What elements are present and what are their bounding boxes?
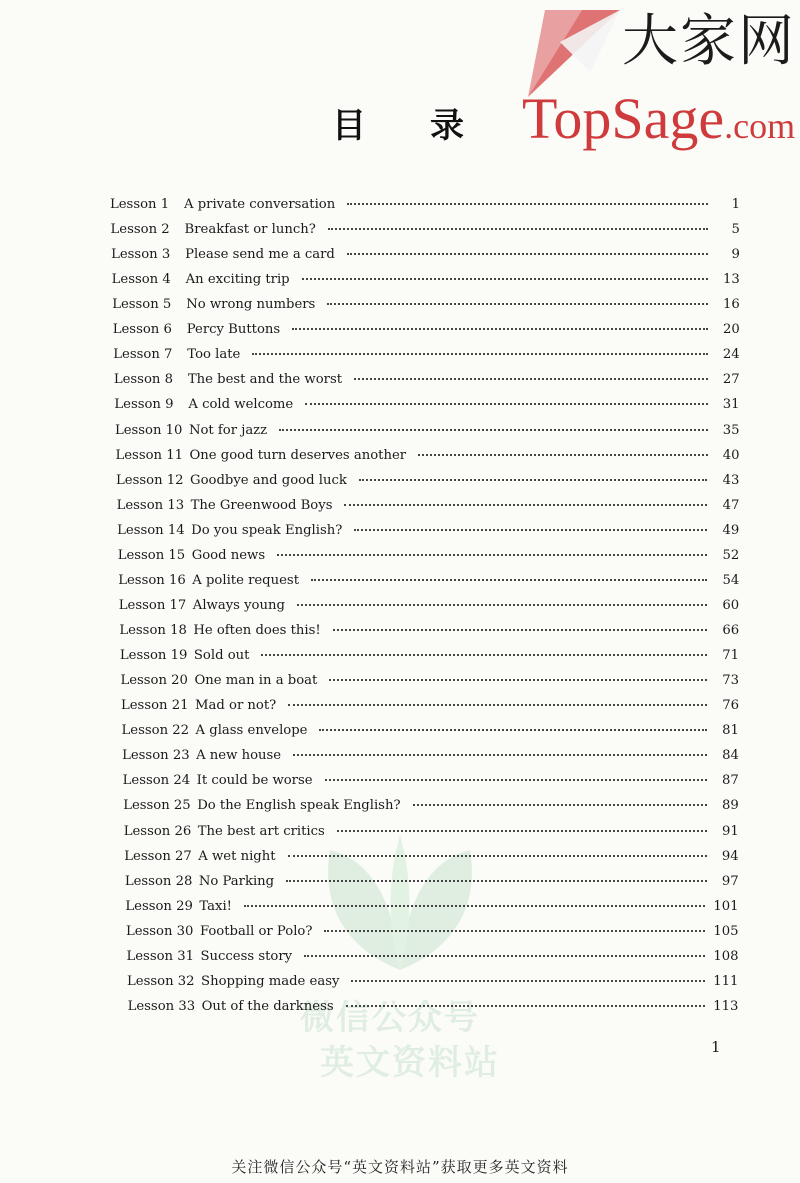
toc-entry[interactable]	[118, 548, 740, 570]
toc-dot-leader	[311, 578, 707, 581]
logo-chinese-text: 大家网	[622, 9, 796, 74]
toc-lesson-number: Lesson 28	[124, 873, 193, 889]
toc-page-number: 47	[722, 497, 740, 513]
toc-entry[interactable]	[117, 523, 739, 545]
toc-lesson-number: Lesson 21	[121, 698, 189, 714]
toc-page-number: 20	[722, 322, 740, 338]
topsage-logo	[520, 2, 800, 162]
toc-page-number: 35	[722, 422, 740, 438]
toc-entry[interactable]	[113, 347, 739, 369]
toc-page-number: 94	[721, 848, 739, 864]
toc-lesson-number: Lesson 16	[118, 572, 186, 588]
toc-lesson-number: Lesson 26	[123, 823, 192, 839]
toc-lesson-title: A cold welcome	[188, 397, 294, 413]
toc-page-number: 111	[713, 973, 739, 989]
toc-page-number: 87	[722, 773, 739, 789]
toc-lesson-title: He often does this!	[193, 623, 321, 639]
toc-entry[interactable]	[120, 673, 739, 695]
toc-page-number: 40	[722, 447, 740, 463]
toc-dot-leader	[297, 603, 707, 606]
toc-entry[interactable]	[122, 723, 739, 745]
toc-lesson-number: Lesson 9	[114, 397, 174, 413]
toc-page-number: 105	[713, 923, 739, 939]
toc-dot-leader	[333, 628, 707, 631]
toc-lesson-title: Success story	[200, 948, 293, 964]
toc-lesson-number: Lesson 17	[118, 597, 187, 613]
logo-brand-text	[522, 86, 796, 151]
toc-entry[interactable]	[125, 874, 739, 896]
toc-lesson-title: Percy Buttons	[186, 322, 281, 338]
toc-lesson-number: Lesson 20	[120, 673, 188, 689]
toc-lesson-title: Football or Polo?	[199, 923, 313, 939]
toc-entry[interactable]	[127, 949, 739, 971]
toc-lesson-title: No wrong numbers	[186, 297, 316, 313]
toc-lesson-number: Lesson 3	[111, 247, 171, 263]
toc-dot-leader	[346, 1004, 706, 1007]
toc-lesson-title: Always young	[192, 597, 285, 613]
toc-lesson-number: Lesson 13	[116, 497, 185, 513]
toc-entry[interactable]	[120, 648, 739, 670]
toc-lesson-number: Lesson 30	[125, 923, 194, 939]
toc-page-number: 1	[731, 197, 740, 212]
toc-entry[interactable]	[112, 297, 740, 319]
toc-dot-leader	[418, 453, 707, 456]
toc-entry[interactable]	[111, 222, 740, 244]
toc-lesson-number: Lesson 33	[127, 998, 196, 1014]
toc-entry[interactable]	[125, 899, 738, 921]
toc-lesson-number: Lesson 24	[122, 773, 191, 789]
toc-lesson-title: The Greenwood Boys	[190, 497, 333, 513]
toc-page-number: 24	[722, 347, 740, 363]
toc-lesson-number: Lesson 2	[110, 222, 170, 238]
toc-entry[interactable]	[115, 423, 740, 445]
toc-page-number: 84	[722, 748, 739, 764]
toc-lesson-number: Lesson 6	[112, 322, 172, 338]
toc-dot-leader	[319, 728, 706, 731]
toc-entry[interactable]	[116, 473, 739, 495]
toc-lesson-number: Lesson 19	[119, 648, 188, 664]
toc-lesson-number: Lesson 32	[127, 973, 195, 989]
toc-page-number: 13	[723, 272, 740, 288]
toc-lesson-title: Sold out	[193, 648, 250, 664]
toc-entry[interactable]	[122, 748, 739, 770]
toc-page-number: 49	[722, 522, 740, 538]
toc-entry[interactable]	[124, 824, 739, 846]
toc-dot-leader	[302, 277, 708, 280]
toc-entry[interactable]	[121, 698, 739, 720]
toc-lesson-title: The best art critics	[197, 823, 325, 839]
toc-lesson-title: A polite request	[192, 572, 299, 588]
toc-page-number: 108	[713, 948, 739, 964]
toc-lesson-title: Good news	[191, 547, 266, 563]
toc-page-number: 31	[722, 397, 740, 413]
toc-entry[interactable]	[126, 924, 739, 946]
toc-dot-leader	[327, 302, 707, 305]
toc-dot-leader	[359, 478, 708, 481]
watermark-line-1: 微信公众号	[300, 998, 480, 1038]
toc-dot-leader	[413, 803, 707, 806]
toc-dot-leader	[325, 778, 707, 781]
toc-lesson-title: Do you speak English?	[191, 522, 343, 538]
toc-lesson-title: Too late	[187, 347, 241, 363]
toc-dot-leader	[304, 954, 705, 957]
logo-brand: TopSage	[522, 86, 725, 151]
toc-lesson-title: Taxi!	[199, 898, 232, 914]
toc-entry[interactable]	[112, 272, 740, 294]
toc-page-number: 81	[722, 723, 739, 739]
toc-lesson-number: Lesson 25	[123, 798, 191, 814]
page-number: 1	[711, 1038, 721, 1056]
logo-domain: .com	[724, 106, 796, 146]
toc-entry[interactable]	[127, 974, 738, 996]
toc-dot-leader	[286, 879, 707, 882]
toc-entry[interactable]	[110, 197, 740, 219]
toc-dot-leader	[347, 252, 708, 255]
toc-page-number: 66	[722, 623, 740, 639]
toc-entry[interactable]	[116, 448, 740, 470]
toc-lesson-title: Not for jazz	[188, 422, 268, 438]
toc-entry[interactable]	[124, 849, 738, 871]
toc-page-number: 113	[713, 998, 739, 1014]
toc-page-number: 5	[731, 222, 740, 238]
toc-page-number: 27	[722, 372, 740, 388]
toc-entry[interactable]	[114, 397, 739, 419]
toc-entry[interactable]	[111, 247, 740, 269]
toc-page-number: 89	[722, 798, 739, 814]
toc-entry[interactable]	[117, 498, 740, 520]
toc-dot-leader	[252, 352, 707, 355]
toc-lesson-number: Lesson 8	[113, 372, 173, 388]
toc-entry[interactable]	[119, 623, 739, 645]
toc-page-number: 9	[731, 247, 740, 263]
toc-lesson-title: No Parking	[198, 873, 275, 889]
toc-lesson-title: Please send me a card	[185, 247, 335, 263]
toc-lesson-number: Lesson 22	[121, 723, 190, 739]
toc-lesson-title: A new house	[196, 748, 282, 764]
toc-lesson-title: An exciting trip	[185, 272, 290, 288]
toc-entry[interactable]	[119, 598, 739, 620]
toc-lesson-number: Lesson 12	[116, 472, 184, 488]
toc-entry[interactable]	[123, 798, 739, 820]
toc-dot-leader	[244, 904, 705, 907]
toc-lesson-title: A private conversation	[184, 197, 336, 212]
toc-page-number: 73	[722, 673, 740, 689]
toc-dot-leader	[329, 678, 707, 681]
footer-note: 关注微信公众号“英文资料站”获取更多英文资料	[231, 1158, 569, 1176]
toc-lesson-title: Breakfast or lunch?	[184, 222, 316, 238]
page-title: 目录	[332, 106, 528, 146]
toc-lesson-number: Lesson 1	[110, 197, 170, 212]
toc-page-number: 60	[722, 597, 740, 613]
toc-lesson-title: One good turn deserves another	[189, 447, 407, 463]
toc-lesson-number: Lesson 15	[117, 547, 186, 563]
toc-dot-leader	[354, 528, 707, 531]
toc-lesson-number: Lesson 7	[113, 347, 173, 363]
toc-entry[interactable]	[118, 573, 739, 595]
toc-lesson-number: Lesson 27	[124, 848, 192, 864]
toc-lesson-number: Lesson 29	[125, 898, 193, 914]
toc-lesson-title: One man in a boat	[194, 673, 318, 689]
toc-lesson-number: Lesson 23	[122, 748, 190, 764]
toc-page-number: 52	[722, 547, 740, 563]
toc-page-number: 101	[713, 898, 739, 914]
toc-dot-leader	[261, 653, 707, 656]
toc-lesson-title: Do the English speak English?	[197, 798, 401, 814]
toc-lesson-number: Lesson 4	[111, 272, 171, 288]
toc-lesson-title: A glass envelope	[195, 723, 308, 739]
toc-lesson-number: Lesson 18	[119, 623, 187, 639]
toc-lesson-number: Lesson 31	[126, 948, 195, 964]
toc-page-number: 76	[722, 698, 739, 714]
toc-lesson-title: Mad or not?	[195, 698, 277, 714]
toc-lesson-number: Lesson 5	[112, 297, 172, 313]
toc-entry[interactable]	[114, 372, 740, 394]
toc-entry[interactable]	[123, 773, 739, 795]
toc-dot-leader	[305, 402, 707, 405]
toc-page-number: 43	[722, 472, 740, 488]
toc-lesson-number: Lesson 11	[115, 447, 184, 463]
toc-dot-leader	[328, 227, 708, 230]
toc-dot-leader	[279, 428, 707, 431]
toc-lesson-title: Goodbye and good luck	[190, 472, 347, 488]
toc-dot-leader	[351, 979, 705, 982]
toc-entry[interactable]	[113, 322, 740, 344]
toc-lesson-title: Out of the darkness	[201, 998, 334, 1014]
toc-dot-leader	[277, 553, 707, 556]
toc-dot-leader	[293, 753, 707, 756]
toc-page-number: 71	[722, 648, 740, 664]
toc-dot-leader	[347, 202, 708, 205]
toc-lesson-title: Shopping made easy	[201, 973, 340, 989]
toc-lesson-number: Lesson 10	[114, 422, 183, 438]
toc-dot-leader	[337, 829, 707, 832]
toc-dot-leader	[288, 703, 707, 706]
toc-dot-leader	[344, 503, 707, 506]
toc-dot-leader	[292, 327, 708, 330]
toc-page-number: 54	[722, 572, 740, 588]
toc-page-number: 91	[721, 823, 739, 839]
toc-entry[interactable]	[128, 999, 739, 1021]
toc-dot-leader	[354, 377, 708, 380]
toc-dot-leader	[324, 929, 705, 932]
toc-dot-leader	[288, 854, 707, 857]
toc-page-number: 97	[721, 873, 739, 889]
toc-lesson-title: It could be worse	[196, 773, 313, 789]
toc-lesson-title: The best and the worst	[187, 372, 343, 388]
watermark-line-2: 英文资料站	[320, 1043, 500, 1083]
toc-page-number: 16	[723, 297, 740, 313]
toc-lesson-number: Lesson 14	[117, 522, 185, 538]
toc-lesson-title: A wet night	[198, 848, 276, 864]
